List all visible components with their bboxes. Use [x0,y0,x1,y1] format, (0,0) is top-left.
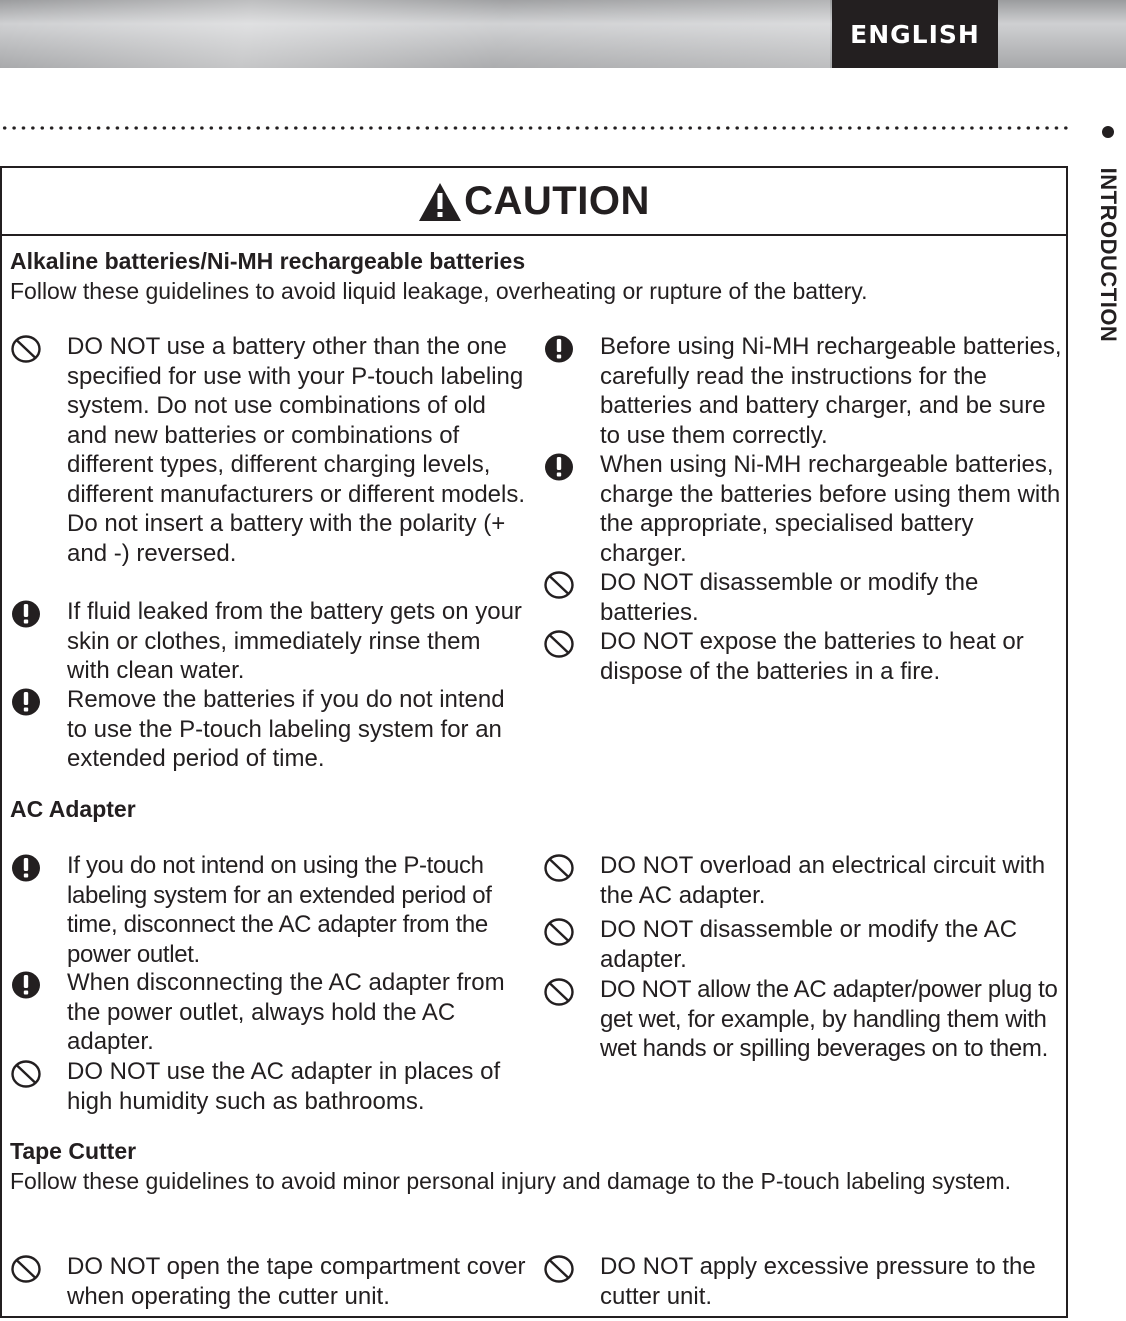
item-text: When disconnecting the AC adapter from the power outlet, always hold the AC adapter. [67,969,505,1055]
mandatory-action-icon [543,334,575,364]
tape-cutter-section-description: Follow these guidelines to avoid minor personal injury and damage to the P-touch labeling system. [10,1168,1012,1194]
mandatory-action-icon [543,452,575,482]
prohibition-icon [10,1254,42,1284]
caution-header [2,168,1066,236]
tape-cutter-section-title: Tape Cutter [10,1138,137,1164]
prohibition-icon [10,334,42,364]
prohibition-icon [543,570,575,600]
caution-box [0,166,1068,1318]
mandatory-action-icon [10,853,42,883]
mandatory-action-icon [10,970,42,1000]
language-tab: ENGLISH [832,0,998,68]
item-text: DO NOT disassemble or modify the batteries. [600,569,979,626]
item-text: Before using Ni-MH rechargeable batteries, carefully read the instructions for the batteries and battery charger, and be sure to use them correctly. [600,333,1062,449]
item-text: DO NOT overload an electrical circuit with the AC adapter. [600,852,1046,909]
batteries-section-description: Follow these guidelines to avoid liquid leakage, overheating or rupture of the battery. [10,278,868,304]
item-text: DO NOT open the tape compartment cover when operating the cutter unit. [67,1253,526,1310]
prohibition-icon [543,977,575,1007]
item-text: DO NOT use the AC adapter in places of high humidity such as bathrooms. [67,1058,501,1115]
header-sheen [0,0,830,68]
prohibition-icon [543,853,575,883]
item-text: DO NOT allow the AC adapter/power plug to get wet, for example, by handling them with wet hands or spilling beverages on to them. [600,976,1058,1062]
prohibition-icon [543,917,575,947]
item-text: When using Ni-MH rechargeable batteries, charge the batteries before using them with the appropriate, specialised battery charger. [600,451,1061,567]
mandatory-action-icon [10,687,42,717]
mandatory-action-icon [10,599,42,629]
item-text: DO NOT use a battery other than the one specified for use with your P-touch labeling system. Do not use combinations of old and new batteries or combinations of different types, different charging levels, different manufacturers or different models. Do not insert a battery with the polarity (+ and -) reversed. [67,333,526,567]
ac-adapter-section-title: AC Adapter [10,796,136,822]
caution-title: CAUTION [464,178,650,223]
section-side-tab [1094,122,1124,352]
item-text: If you do not intend on using the P-touch labeling system for an extended period of time, disconnect the AC adapter from the power outlet. [67,852,492,968]
dotted-divider [0,126,1070,130]
item-text: If fluid leaked from the battery gets on your skin or clothes, immediately rinse them with clean water. [67,598,522,684]
item-text: DO NOT expose the batteries to heat or dispose of the batteries in a fire. [600,628,1024,685]
prohibition-icon [543,1254,575,1284]
warning-triangle-icon [418,182,462,222]
bullet-icon [1102,126,1114,138]
batteries-section-title: Alkaline batteries/Ni-MH rechargeable batteries [10,248,526,274]
prohibition-icon [543,629,575,659]
item-text: Remove the batteries if you do not intend to use the P-touch labeling system for an extended period of time. [67,686,505,772]
side-tab-label: INTRODUCTION [1096,167,1121,343]
item-text: DO NOT apply excessive pressure to the cutter unit. [600,1253,1036,1310]
item-text: DO NOT disassemble or modify the AC adapter. [600,916,1018,973]
prohibition-icon [10,1059,42,1089]
